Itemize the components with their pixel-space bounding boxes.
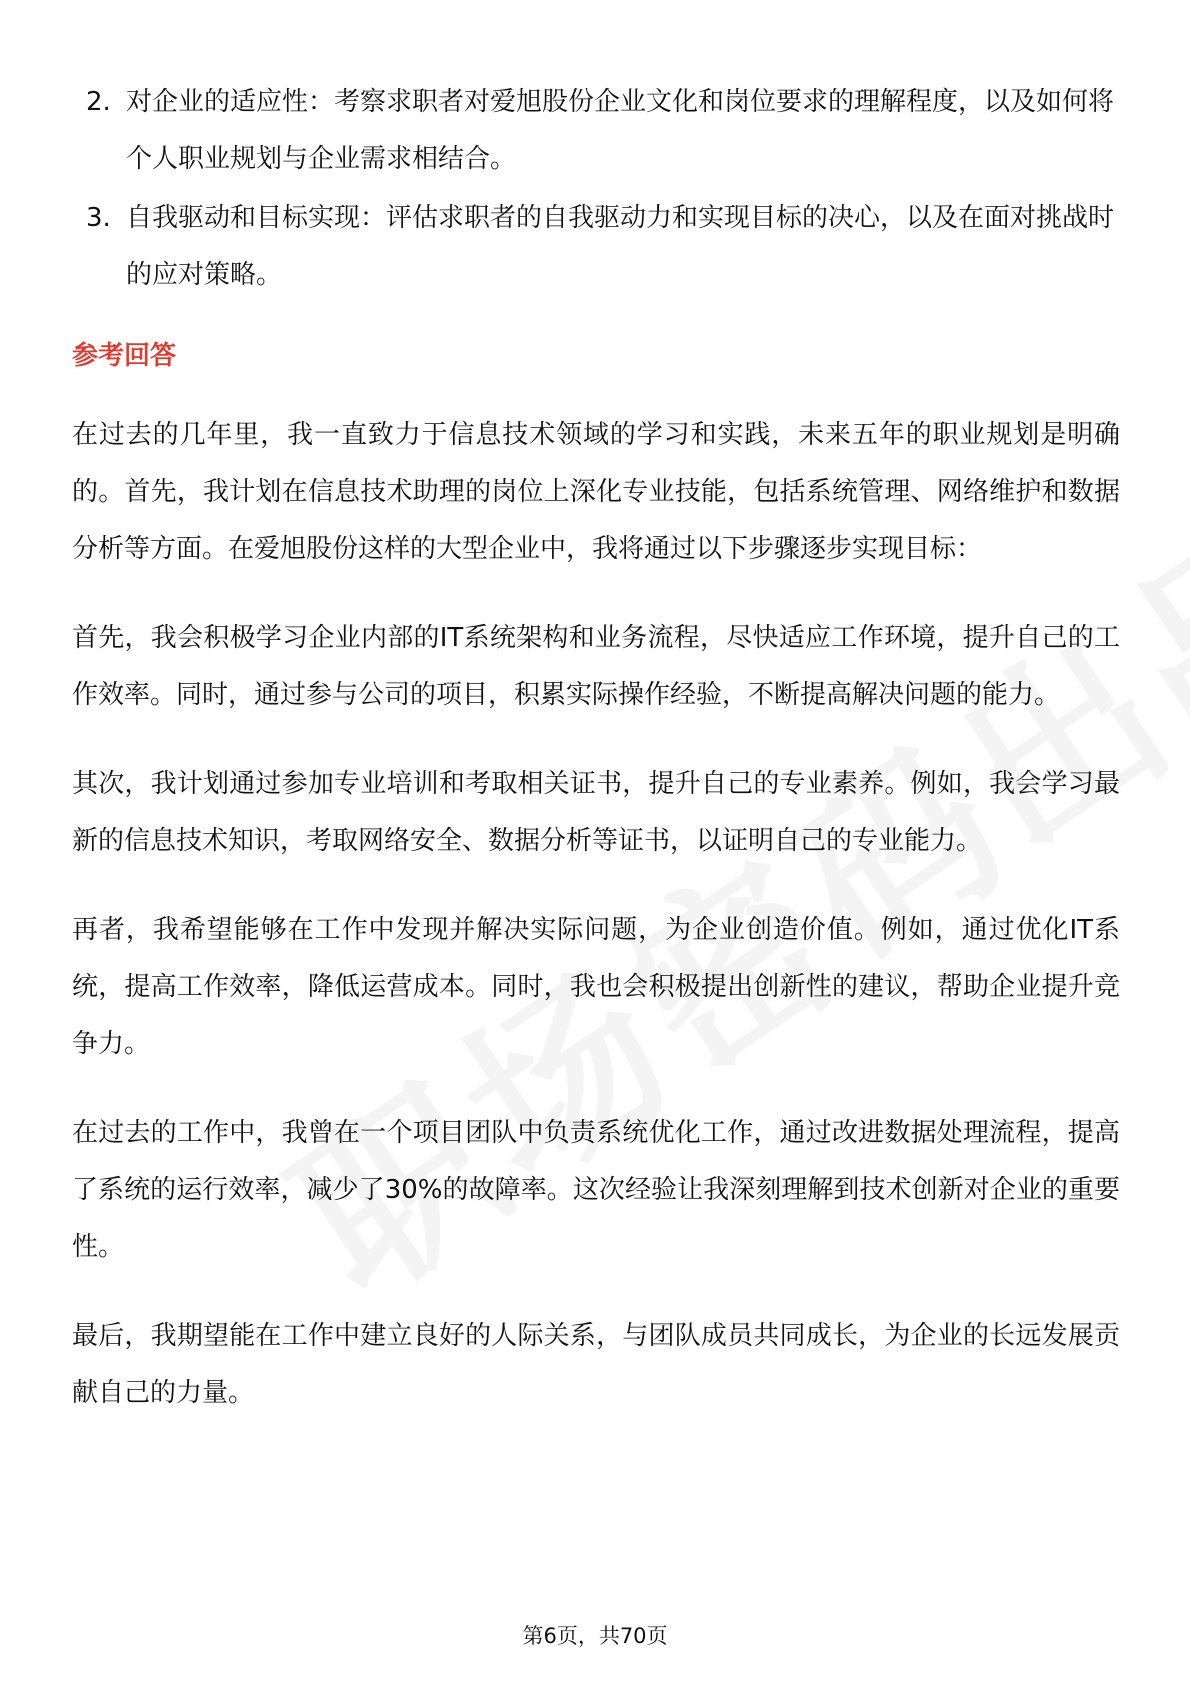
answer-paragraph: 在过去的几年里，我一直致力于信息技术领域的学习和实践，未来五年的职业规划是明确的。首先，我计划在信息技术助理的岗位上深化专业技能，包括系统管理、网络维护和数据分析等方面。在爱旭股份这样的大型企业中，我将通过以下步骤逐步实现目标： [72,420,1120,564]
section-title: 参考回答 [72,341,177,371]
list-item-number: 3. [86,203,111,233]
answer-paragraph: 首先，我会积极学习企业内部的IT系统架构和业务流程，尽快适应工作环境，提升自己的工作效率。同时，通过参与公司的项目，积累实际操作经验，不断提高解决问题的能力。 [72,623,1120,710]
answer-paragraph: 最后，我期望能在工作中建立良好的人际关系，与团队成员共同成长，为企业的长远发展贡献自己的力量。 [72,1321,1120,1408]
answer-paragraph: 再者，我希望能够在工作中发现并解决实际问题，为企业创造价值。例如，通过优化IT系统，提高工作效率，降低运营成本。同时，我也会积极提出创新性的建议，帮助企业提升竞争力。 [72,915,1120,1059]
list-item [72,190,1120,304]
list-item-number: 2. [86,87,111,117]
page-footer: 第6页，共70页 [522,1624,668,1648]
answer-paragraph: 在过去的工作中，我曾在一个项目团队中负责系统优化工作，通过改进数据处理流程，提高了系统的运行效率，减少了30%的故障率。这次经验让我深刻理解到技术创新对企业的重要性。 [72,1118,1120,1262]
list-item [72,74,1120,188]
numbered-list [72,74,1120,304]
list-item-text: 对企业的适应性：考察求职者对爱旭股份企业文化和岗位要求的理解程度，以及如何将个人职业规划与企业需求相结合。 [126,87,1115,174]
document-page [72,74,1120,1454]
list-item-text: 自我驱动和目标实现：评估求职者的自我驱动力和实现目标的决心，以及在面对挑战时的应对策略。 [126,203,1115,290]
answer-paragraph: 其次，我计划通过参加专业培训和考取相关证书，提升自己的专业素养。例如，我会学习最新的信息技术知识，考取网络安全、数据分析等证书，以证明自己的专业能力。 [72,769,1120,856]
